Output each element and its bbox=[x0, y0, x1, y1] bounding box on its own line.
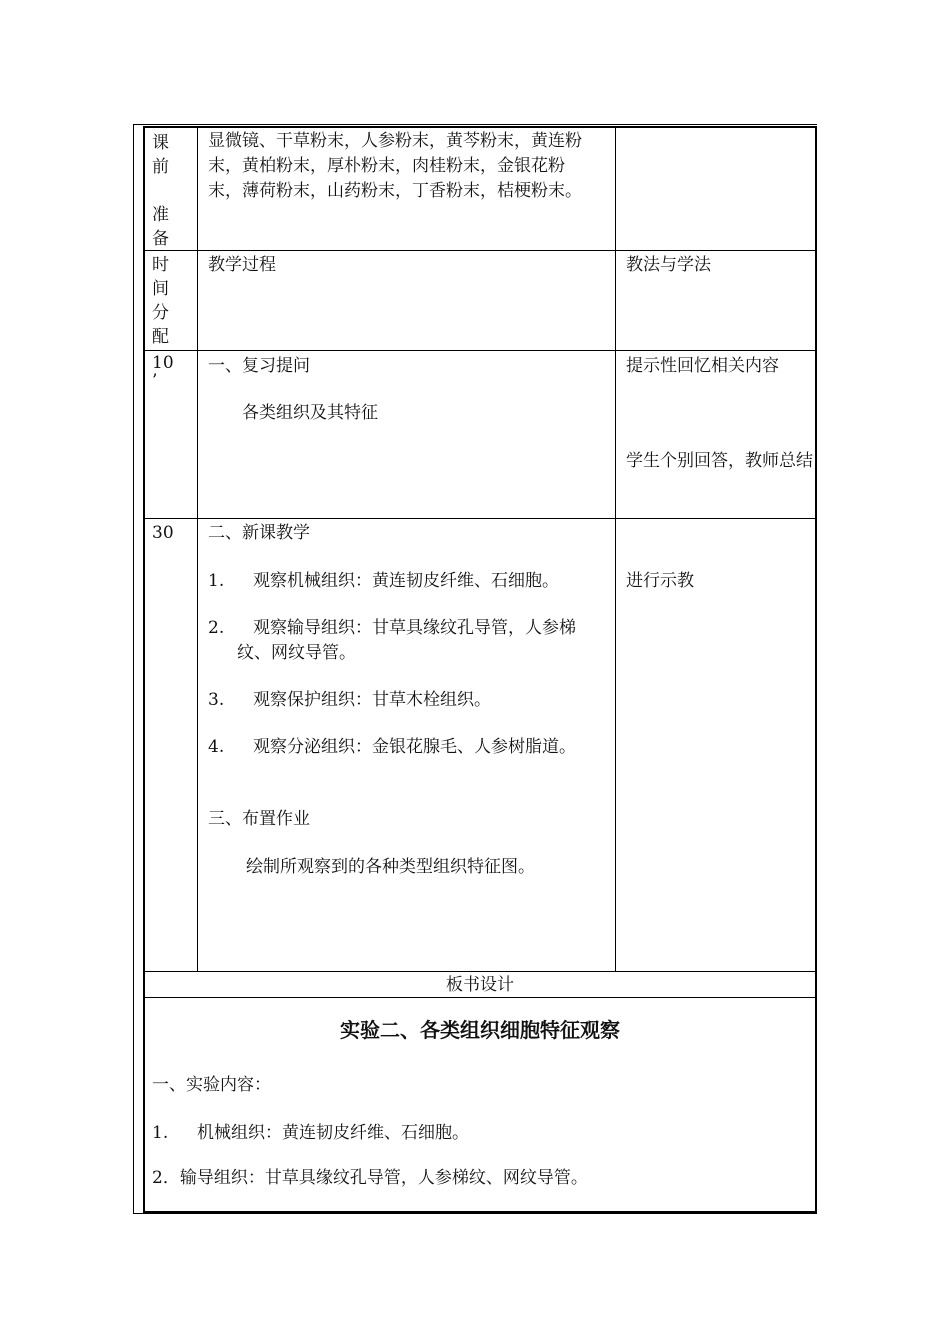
board-line: 2．输导组织：甘草具缘纹孔导管，人参梯纹、网纹导管。 bbox=[152, 1168, 588, 1188]
row-divider bbox=[145, 971, 815, 972]
row2-method: 进行示教 bbox=[626, 571, 694, 591]
time-unit: ’ bbox=[152, 371, 158, 391]
row2-time: 30 bbox=[152, 523, 174, 543]
board-line-num: 1. bbox=[152, 1123, 169, 1143]
process-header: 教学过程 bbox=[208, 255, 276, 275]
list-item-num: 3. bbox=[208, 690, 225, 710]
board-line: 机械组织：黄连韧皮纤维、石细胞。 bbox=[197, 1123, 469, 1143]
label-char: 分 bbox=[152, 303, 169, 323]
list-item-num: 2. bbox=[208, 618, 225, 638]
label-char: 备 bbox=[152, 229, 169, 249]
row1-sub: 各类组织及其特征 bbox=[242, 403, 378, 423]
lesson-table bbox=[143, 126, 817, 1213]
col-divider bbox=[615, 128, 616, 971]
label-char: 前 bbox=[152, 157, 169, 177]
board-title: 实验二、各类组织细胞特征观察 bbox=[340, 1018, 620, 1042]
row1-time bbox=[152, 354, 174, 390]
homework-heading: 三、布置作业 bbox=[208, 809, 310, 829]
prep-label bbox=[152, 131, 174, 251]
row1-method1: 提示性回忆相关内容 bbox=[626, 356, 779, 376]
board-section: 一、实验内容： bbox=[152, 1075, 271, 1095]
label-char: 间 bbox=[152, 279, 169, 299]
list-item: 观察保护组织：甘草木栓组织。 bbox=[253, 690, 491, 710]
prep-content: 显微镜、干草粉末，人参粉末，黄芩粉末，黄连粉末，黄柏粉末，厚朴粉末，肉桂粉末，金银花粉末，薄荷粉末，山药粉末，丁香粉末，桔梗粉末。 bbox=[208, 131, 582, 201]
time-allocation-label bbox=[152, 253, 174, 349]
col-divider bbox=[197, 128, 198, 971]
label-char: 配 bbox=[152, 327, 169, 347]
row1-method2: 学生个别回答，教师总结 bbox=[626, 451, 813, 471]
list-item: 观察机械组织：黄连韧皮纤维、石细胞。 bbox=[253, 571, 559, 591]
time-value: 10 bbox=[152, 353, 174, 373]
list-item-num: 4. bbox=[208, 737, 225, 757]
list-item: 观察分泌组织：金银花腺毛、人参树脂道。 bbox=[253, 737, 576, 757]
row-divider bbox=[145, 518, 815, 519]
row-divider bbox=[145, 997, 815, 998]
label-char bbox=[152, 179, 174, 203]
list-item-num: 1. bbox=[208, 571, 225, 591]
row1-heading: 一、复习提问 bbox=[208, 356, 310, 376]
list-item: 观察输导组织：甘草具缘纹孔导管，人参梯纹、网纹导管。 bbox=[237, 618, 576, 663]
method-header: 教法与学法 bbox=[626, 255, 711, 275]
label-char: 时 bbox=[152, 255, 169, 275]
label-char: 准 bbox=[152, 205, 169, 225]
row-divider bbox=[145, 350, 815, 351]
row2-heading: 二、新课教学 bbox=[208, 523, 310, 543]
row-divider bbox=[145, 250, 815, 251]
label-char: 课 bbox=[152, 133, 169, 153]
homework-text: 绘制所观察到的各种类型组织特征图。 bbox=[246, 857, 535, 877]
board-design-label: 板书设计 bbox=[446, 975, 514, 995]
